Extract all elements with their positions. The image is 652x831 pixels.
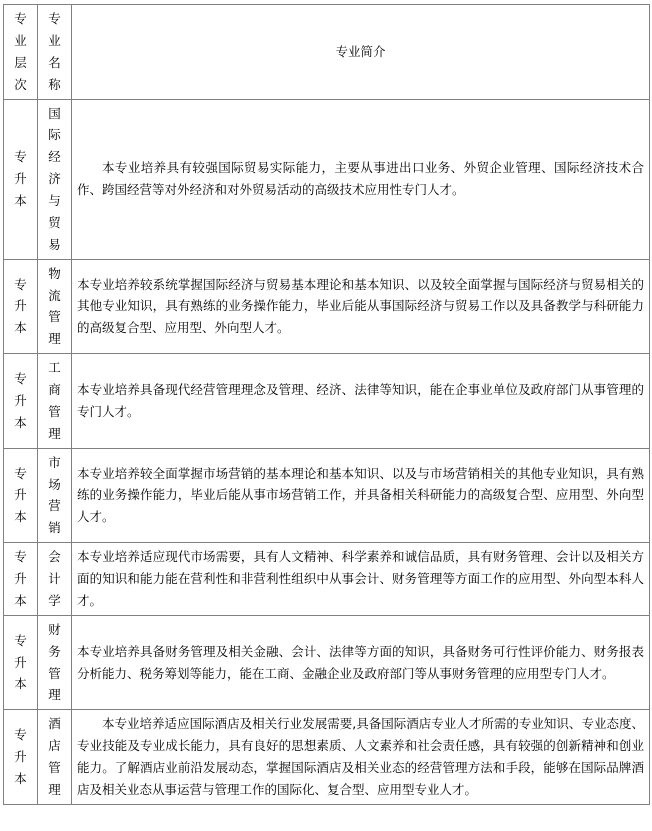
table-header-row bbox=[4, 5, 650, 100]
table-row bbox=[4, 354, 650, 449]
cell-intro: 本专业培养适应国际酒店及相关行业发展需要,具备国际酒店专业人才所需的专业知识、专业态度、专业技能及专业成长能力，具有良好的思想素质、人文素养和社会责任感，具有较强的创新精神和创业能力。了解酒店业前沿发展动态，掌握国际酒店及相关业态的经营管理方法和手段，能够在国际品牌酒店及相关业态从事运营与管理工作的国际化、复合型、应用型专业人才。 bbox=[72, 710, 650, 805]
cell-level: 专 升 本 bbox=[4, 99, 38, 259]
cell-intro: 本专业培养具备现代经营管理理念及管理、经济、法律等知识，能在企事业单位及政府部门从事管理的专门人才。 bbox=[72, 354, 650, 449]
cell-name: 市 场 营 销 bbox=[38, 448, 72, 543]
cell-name: 国 际 经 济 与 贸 易 bbox=[38, 99, 72, 259]
table-row bbox=[4, 615, 650, 710]
cell-intro: 本专业培养较全面掌握市场营销的基本理论和基本知识、以及与市场营销相关的其他专业知识，具有熟练的业务操作能力，毕业后能从事市场营销工作，并具备相关科研能力的高级复合型、应用型、外向型人才。 bbox=[72, 448, 650, 543]
cell-name: 工 商 管 理 bbox=[38, 354, 72, 449]
cell-level: 专 升 本 bbox=[4, 448, 38, 543]
cell-intro: 本专业培养较系统掌握国际经济与贸易基本理论和基本知识、以及较全面掌握与国际经济与贸易相关的其他专业知识，具有熟练的业务操作能力，毕业后能从事国际经济与贸易工作以及具备教学与科研能力的高级复合型、应用型、外向型人才。 bbox=[72, 259, 650, 354]
cell-intro: 本专业培养具备财务管理及相关金融、会计、法律等方面的知识，具备财务可行性评价能力、财务报表分析能力、税务筹划等能力，能在工商、金融企业及政府部门等从事财务管理的应用型专门人才。 bbox=[72, 615, 650, 710]
table-row bbox=[4, 448, 650, 543]
cell-level: 专 升 本 bbox=[4, 259, 38, 354]
cell-level: 专 升 本 bbox=[4, 354, 38, 449]
cell-name: 财 务 管 理 bbox=[38, 615, 72, 710]
major-table bbox=[3, 4, 650, 805]
column-header-name: 专 业 名 称 bbox=[38, 5, 72, 100]
table-row bbox=[4, 259, 650, 354]
cell-level: 专 升 本 bbox=[4, 615, 38, 710]
column-header-intro: 专业简介 bbox=[72, 5, 650, 100]
cell-intro: 本专业培养适应现代市场需要，具有人文精神、科学素养和诚信品质，具有财务管理、会计以及相关方面的知识和能力能在营利性和非营利性组织中从事会计、财务管理等方面工作的应用型、外向型本科人才。 bbox=[72, 543, 650, 616]
cell-name: 会 计 学 bbox=[38, 543, 72, 616]
table-body bbox=[4, 99, 650, 804]
table-row bbox=[4, 543, 650, 616]
cell-intro: 本专业培养具有较强国际贸易实际能力，主要从事进出口业务、外贸企业管理、国际经济技术合作、跨国经营等对外经济和对外贸易活动的高级技术应用性专门人才。 bbox=[72, 99, 650, 259]
cell-level: 专 升 本 bbox=[4, 543, 38, 616]
table-row bbox=[4, 99, 650, 259]
cell-level: 专 升 本 bbox=[4, 710, 38, 805]
column-header-level: 专 业 层 次 bbox=[4, 5, 38, 100]
table-row bbox=[4, 710, 650, 805]
table-header bbox=[4, 5, 650, 100]
cell-name: 酒 店 管 理 bbox=[38, 710, 72, 805]
cell-name: 物 流 管 理 bbox=[38, 259, 72, 354]
